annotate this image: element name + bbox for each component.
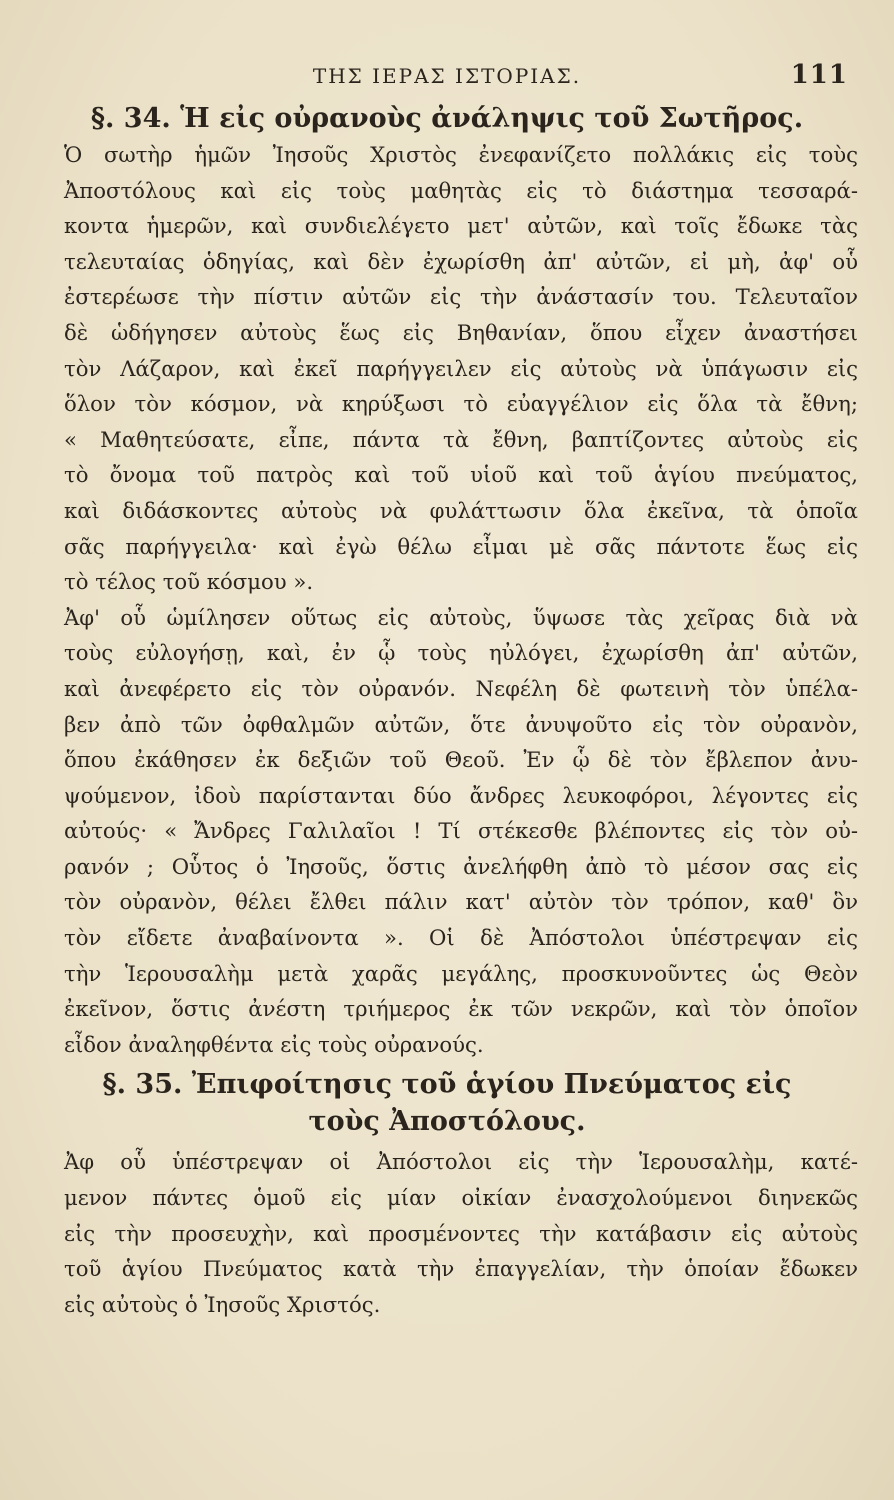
text-line: Ἀποστόλους καὶ εἰς τοὺς μαθητὰς εἰς τὸ διάστημα τεσσαρά- (64, 177, 858, 203)
text-line: καὶ ἀνεφέρετο εἰς τὸν οὐρανόν. Νεφέλη δὲ φωτεινὴ τὸν ὑπέλα- (64, 675, 858, 701)
section-35-paragraph-1 (36, 1144, 858, 1322)
text-line: σᾶς παρήγγειλα· καὶ ἐγὼ θέλω εἶμαι μὲ σᾶς πάντοτε ἕως εἰς (64, 533, 858, 559)
text-line: τὸ ὄνομα τοῦ πατρὸς καὶ τοῦ υἱοῦ καὶ τοῦ ἁγίου πνεύματος, (64, 462, 858, 488)
text-line: Ὁ σωτὴρ ἡμῶν Ἰησοῦς Χριστὸς ἐνεφανίζετο πολλάκις εἰς τοὺς (64, 142, 858, 167)
text-line: ἐστερέωσε τὴν πίστιν αὐτῶν εἰς τὴν ἀνάστασίν του. Τελευταῖον (64, 284, 858, 310)
text-line: Ἀφ οὗ ὑπέστρεψαν οἱ Ἀπόστολοι εἰς τὴν Ἱερουσαλὴμ, κατέ- (64, 1149, 858, 1175)
text-line: βεν ἀπὸ τῶν ὀφθαλμῶν αὐτῶν, ὅτε ἀνυψοῦτο εἰς τὸν οὐρανὸν, (64, 711, 858, 737)
text-line: τὸν οὐρανὸν, θέλει ἔλθει πάλιν κατ' αὐτὸν τὸν τρόπον, καθ' ὃν (64, 889, 858, 915)
text-line: δὲ ὡδήγησεν αὐτοὺς ἕως εἰς Βηθανίαν, ὅπου εἶχεν ἀναστήσει (64, 319, 858, 345)
running-head (36, 60, 858, 94)
text-line: τὸν Λάζαρον, καὶ ἐκεῖ παρήγγειλεν εἰς αὐτοὺς νὰ ὑπάγωσιν εἰς (64, 355, 858, 381)
text-line: τοῦ ἁγίου Πνεύματος κατὰ τὴν ἐπαγγελίαν, τὴν ὁποίαν ἔδωκεν (64, 1256, 858, 1282)
text-line: αὐτούς· « Ἄνδρες Γαλιλαῖοι ! Τί στέκεσθε βλέποντες εἰς τὸν οὐ- (64, 818, 858, 844)
text-line: ὅλον τὸν κόσμον, νὰ κηρύξωσι τὸ εὐαγγέλιον εἰς ὅλα τὰ ἔθνη; (64, 391, 858, 417)
text-line: εἰς αὐτοὺς ὁ Ἰησοῦς Χριστός. (64, 1291, 381, 1317)
text-line: « Μαθητεύσατε, εἶπε, πάντα τὰ ἔθνη, βαπτίζοντες αὐτοὺς εἰς (64, 426, 858, 452)
text-line: ρανόν ; Οὗτος ὁ Ἰησοῦς, ὅστις ἀνελήφθη ἀπὸ τὸ μέσον σας εἰς (64, 853, 858, 879)
section-34-heading: §. 34. Ἡ εἰς οὐρανοὺς ἀνάληψις τοῦ Σωτῆρος. (90, 103, 804, 134)
text-line: ψούμενον, ἰδοὺ παρίστανται δύο ἄνδρες λευκοφόροι, λέγοντες εἰς (64, 782, 858, 808)
text-line: τελευταίας ὁδηγίας, καὶ δὲν ἐχωρίσθη ἀπ' αὐτῶν, εἰ μὴ, ἀφ' οὗ (64, 248, 858, 274)
text-line: Ἀφ' οὗ ὡμίλησεν οὕτως εἰς αὐτοὺς, ὕψωσε τὰς χεῖρας διὰ νὰ (64, 604, 858, 630)
page-number: 111 (790, 60, 848, 90)
text-line: κοντα ἡμερῶν, καὶ συνδιελέγετο μετ' αὐτῶν, καὶ τοῖς ἔδωκε τὰς (64, 213, 858, 239)
section-35-heading (36, 1066, 858, 1140)
text-line: τὸν εἴδετε ἀναβαίνοντα ». Οἱ δὲ Ἀπόστολοι ὑπέστρεψαν εἰς (64, 925, 858, 951)
text-line: τὴν Ἱερουσαλὴμ μετὰ χαρᾶς μεγάλης, προσκυνοῦντες ὡς Θεὸν (64, 960, 858, 986)
text-line: καὶ διδάσκοντες αὐτοὺς νὰ φυλάττωσιν ὅλα ἐκεῖνα, τὰ ὁποῖα (64, 497, 858, 523)
section-35-heading-line-2: τοὺς Ἀποστόλους. (308, 1106, 586, 1138)
page-text (36, 100, 858, 1322)
section-35-heading-line-1: §. 35. Ἐπιφοίτησις τοῦ ἁγίου Πνεύματος εἰς (102, 1069, 792, 1101)
text-line: εἰς τὴν προσευχὴν, καὶ προσμένοντες τὴν κατάβασιν εἰς αὐτοὺς (64, 1220, 858, 1246)
text-line: μενον πάντες ὁμοῦ εἰς μίαν οἰκίαν ἐνασχολούμενοι διηνεκῶς (64, 1185, 858, 1211)
text-line: τοὺς εὐλογήσῃ, καὶ, ἐν ᾧ τοὺς ηὐλόγει, ἐχωρίσθη ἀπ' αὐτῶν, (64, 640, 858, 666)
text-line: τὸ τέλος τοῦ κόσμου ». (64, 569, 314, 595)
running-title: ΤΗΣ ΙΕΡΑΣ ΙΣΤΟΡΙΑΣ. (312, 64, 582, 88)
text-line: ὅπου ἐκάθησεν ἐκ δεξιῶν τοῦ Θεοῦ. Ἐν ᾧ δὲ τὸν ἔβλεπον ἀνυ- (64, 747, 858, 773)
text-line: ἐκεῖνον, ὅστις ἀνέστη τριήμερος ἐκ τῶν νεκρῶν, καὶ τὸν ὁποῖον (64, 996, 858, 1022)
section-34-paragraph-1 (36, 137, 858, 600)
text-line: εἶδον ἀναληφθέντα εἰς τοὺς οὐρανούς. (64, 1031, 484, 1057)
section-34-paragraph-2 (36, 600, 858, 1063)
